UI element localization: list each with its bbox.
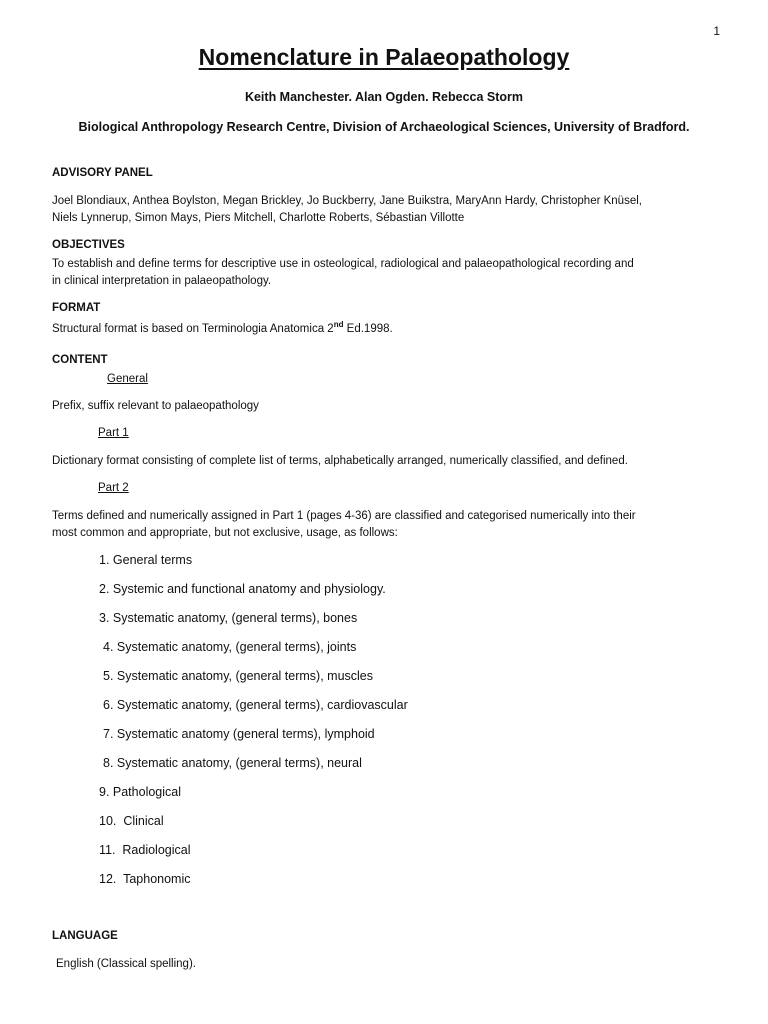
language-heading: LANGUAGE [52, 930, 118, 942]
general-text: Prefix, suffix relevant to palaeopathology [52, 400, 259, 412]
format-text-before: Structural format is based on Terminologia Anatomica 2 [52, 322, 334, 335]
part1-subheading: Part 1 [98, 427, 129, 439]
list-item: 2. Systemic and functional anatomy and physiology. [99, 582, 386, 596]
format-heading: FORMAT [52, 302, 101, 314]
authors-line: Keith Manchester. Alan Ogden. Rebecca Storm [244, 90, 524, 104]
advisory-panel-line-2: Niels Lynnerup, Simon Mays, Piers Mitchell, Charlotte Roberts, Sébastian Villotte [52, 212, 465, 224]
list-item: 3. Systematic anatomy, (general terms), bones [99, 611, 358, 625]
list-item: 1. General terms [99, 553, 193, 567]
list-item: 12. Taphonomic [99, 872, 191, 886]
advisory-panel-line-1: Joel Blondiaux, Anthea Boylston, Megan Brickley, Jo Buckberry, Jane Buikstra, MaryAnn Hardy, Christopher Knüsel, [52, 195, 642, 207]
objectives-line-2: in clinical interpretation in palaeopathology. [52, 275, 272, 287]
part2-text-line-2: most common and appropriate, but not exclusive, usage, as follows: [52, 527, 398, 539]
list-item: 10. Clinical [99, 814, 164, 828]
part1-text: Dictionary format consisting of complete list of terms, alphabetically arranged, numerically classified, and defined. [52, 455, 628, 467]
document-title: Nomenclature in Palaeopathology [198, 44, 570, 70]
list-item: 9. Pathological [99, 785, 182, 799]
general-subheading: General [107, 373, 148, 385]
language-text: English (Classical spelling). [56, 958, 196, 970]
list-item: 5. Systematic anatomy, (general terms), muscles [103, 669, 373, 683]
list-item: 4. Systematic anatomy, (general terms), joints [103, 640, 357, 654]
objectives-heading: OBJECTIVES [52, 239, 125, 251]
objectives-line-1: To establish and define terms for descriptive use in osteological, radiological and palaeopathological recording and [52, 258, 634, 270]
format-text-after: Ed.1998. [343, 322, 393, 335]
affiliation-line: Biological Anthropology Research Centre, Division of Archaeological Sciences, University of Bradford. [78, 120, 690, 134]
list-item: 6. Systematic anatomy, (general terms), cardiovascular [103, 698, 408, 712]
advisory-panel-heading: ADVISORY PANEL [52, 167, 153, 179]
format-superscript: nd [333, 320, 344, 329]
part2-subheading: Part 2 [98, 482, 129, 494]
page-number: 1 [713, 24, 720, 38]
list-item: 8. Systematic anatomy, (general terms), neural [103, 756, 362, 770]
list-item: 7. Systematic anatomy (general terms), lymphoid [103, 727, 375, 741]
list-item: 11. Radiological [99, 843, 191, 857]
part2-text-line-1: Terms defined and numerically assigned in Part 1 (pages 4-36) are classified and categorised numerically into their [52, 510, 636, 522]
format-text [52, 316, 732, 338]
content-heading: CONTENT [52, 354, 108, 366]
